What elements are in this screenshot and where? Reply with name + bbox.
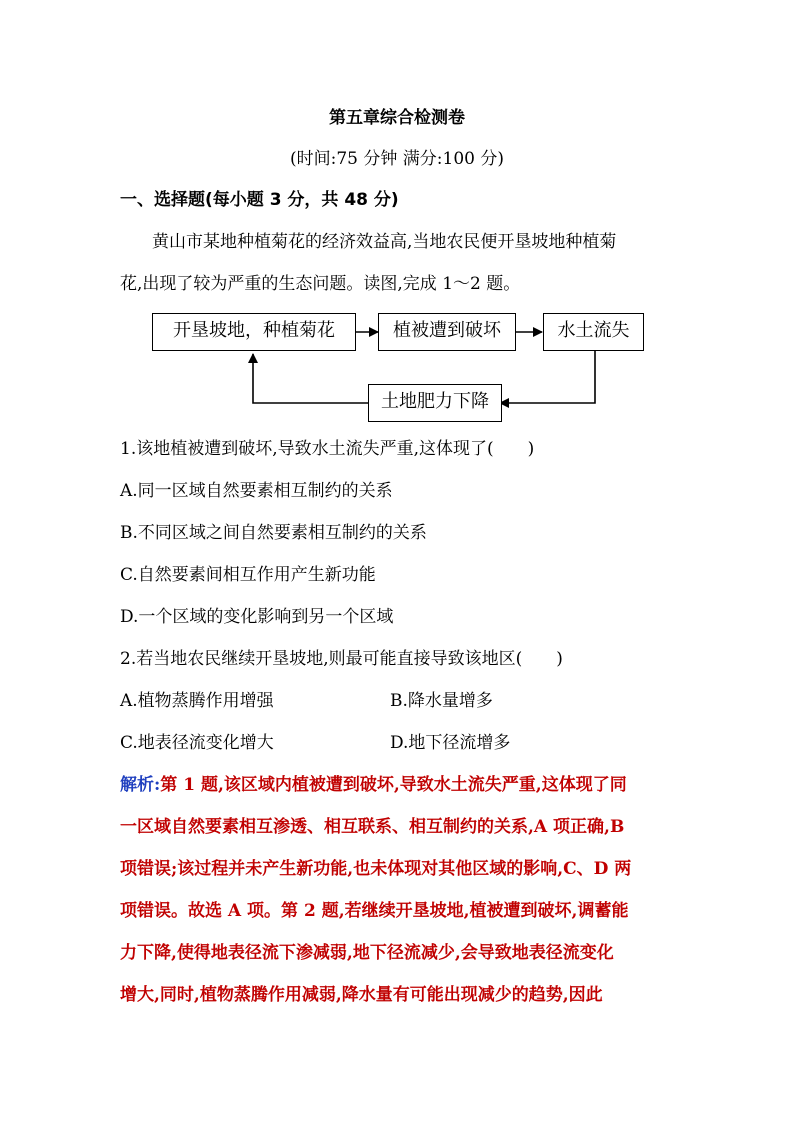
arrow-3-to-4: [500, 350, 595, 403]
answer-line-4: 项错误。故选 A 项。第 2 题,若继续开垦坡地,植被遭到破坏,调蓄能: [120, 901, 629, 921]
answer-line-1: [120, 773, 680, 797]
flow-box-fertility-decline: 土地肥力下降: [368, 384, 502, 422]
question-2-option-c: C.地表径流变化增大: [120, 733, 274, 753]
question-2-option-b: B.降水量增多: [390, 691, 493, 711]
question-1-stem: 1.该地植被遭到破坏,导致水土流失严重,这体现了( ): [120, 439, 535, 459]
answer-line-5: 力下降,使得地表径流下渗减弱,地下径流减少,会导致地表径流变化: [120, 943, 614, 963]
answer-line-6: 增大,同时,植物蒸腾作用减弱,降水量有可能出现减少的趋势,因此: [120, 985, 603, 1005]
question-2-stem: 2.若当地农民继续开垦坡地,则最可能直接导致该地区( ): [120, 649, 563, 669]
question-1-option-d: D.一个区域的变化影响到另一个区域: [120, 607, 394, 627]
answer-line-3: 项错误;该过程并未产生新功能,也未体现对其他区域的影响,C、D 两: [120, 859, 632, 879]
flow-box-vegetation-damage: 植被遭到破坏: [378, 313, 516, 351]
exam-info: (时间:75 分钟 满分:100 分): [289, 149, 504, 169]
question-1-option-c: C.自然要素间相互作用产生新功能: [120, 565, 376, 585]
intro-line-2: 花,出现了较为严重的生态问题。读图,完成 1～2 题。: [120, 274, 521, 294]
flow-box-reclaim-slope: 开垦坡地，种植菊花: [152, 313, 356, 351]
flow-box-soil-erosion: 水土流失: [543, 313, 644, 351]
answer-line-2: 一区域自然要素相互渗透、相互联系、相互制约的关系,A 项正确,B: [120, 817, 625, 837]
question-1-option-b: B.不同区域之间自然要素相互制约的关系: [120, 523, 427, 543]
arrow-4-to-1: [253, 354, 368, 403]
question-2-row-2: [120, 731, 680, 755]
section-heading: 一、选择题(每小题 3 分，共 48 分): [120, 190, 399, 210]
answer-text-1: 第 1 题,该区域内植被遭到破坏,导致水土流失严重,这体现了同: [160, 775, 627, 795]
question-2-option-d: D.地下径流增多: [390, 733, 511, 753]
answer-label: 解析:: [120, 775, 161, 795]
question-2-row-1: [120, 689, 680, 713]
question-1-option-a: A.同一区域自然要素相互制约的关系: [120, 481, 393, 501]
question-2-option-a: A.植物蒸腾作用增强: [120, 691, 274, 711]
intro-line-1: 黄山市某地种植菊花的经济效益高,当地农民便开垦坡地种植菊: [152, 232, 617, 252]
page-title: 第五章综合检测卷: [329, 108, 465, 128]
